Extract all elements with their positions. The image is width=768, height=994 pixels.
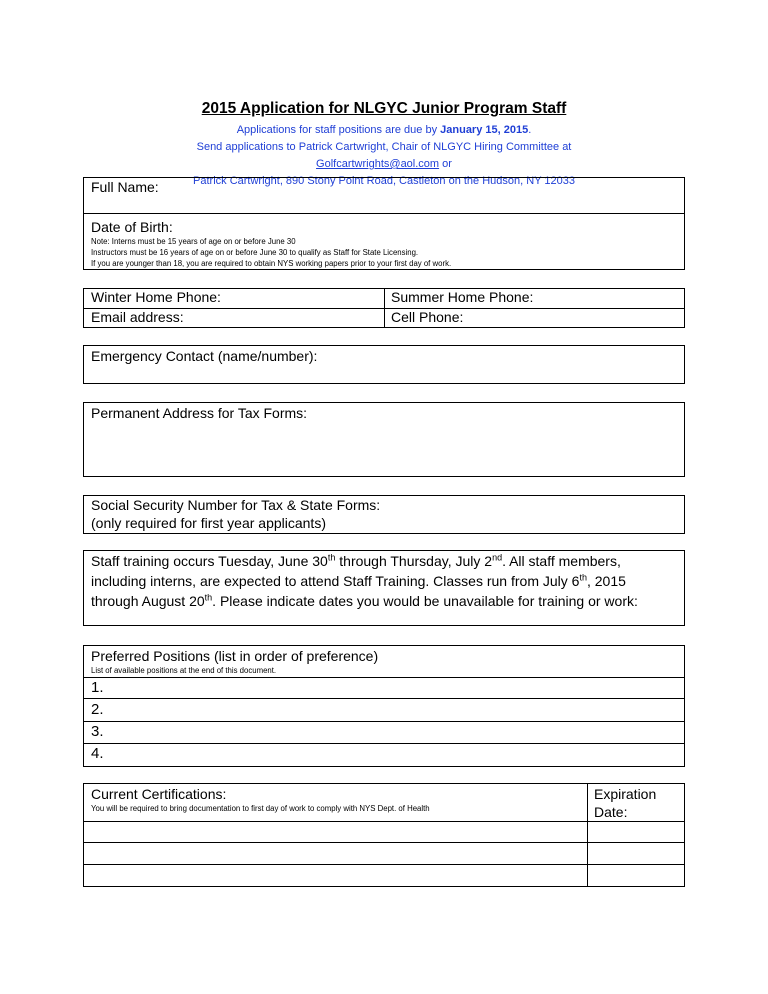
due-date: January 15, 2015 bbox=[440, 124, 529, 136]
emergency-label: Emergency Contact (name/number): bbox=[91, 348, 318, 364]
cell-phone-label: Cell Phone: bbox=[391, 309, 464, 325]
emergency-box bbox=[83, 345, 685, 384]
position-item-1[interactable]: 1. bbox=[91, 679, 104, 696]
position-item-3[interactable]: 3. bbox=[91, 723, 104, 740]
expiration-label-1: Expiration bbox=[594, 786, 657, 802]
positions-label: Preferred Positions (list in order of preference) bbox=[91, 648, 379, 664]
email-address-label: Email address: bbox=[91, 309, 184, 325]
divider bbox=[84, 698, 684, 699]
position-item-4[interactable]: 4. bbox=[91, 745, 104, 762]
divider bbox=[384, 289, 385, 327]
ssn-box bbox=[83, 495, 685, 534]
certification-row-3[interactable] bbox=[84, 865, 684, 886]
dob-note-1: Note: Interns must be 15 years of age on or before June 30 bbox=[91, 237, 296, 246]
send-line: Send applications to Patrick Cartwright, Chair of NLGYC Hiring Committee at bbox=[196, 141, 572, 153]
divider bbox=[84, 743, 684, 744]
positions-box bbox=[83, 645, 685, 767]
contact-box bbox=[83, 288, 685, 328]
ssn-sublabel: (only required for first year applicants) bbox=[91, 515, 326, 531]
dob-note-3: If you are younger than 18, you are required to obtain NYS working papers prior to your first day of work. bbox=[91, 259, 452, 268]
certification-row-2[interactable] bbox=[84, 843, 684, 864]
email-line: Golfcartwrights@aol.com or bbox=[316, 158, 452, 170]
email-link[interactable]: Golfcartwrights@aol.com bbox=[316, 158, 440, 170]
dob-note-2: Instructors must be 16 years of age on or before June 30 to qualify as Staff for State Licensing. bbox=[91, 248, 419, 257]
address-label: Permanent Address for Tax Forms: bbox=[91, 405, 308, 421]
positions-note: List of available positions at the end of this document. bbox=[91, 666, 277, 675]
address-line: Patrick Cartwright, 890 Stony Point Road, Castleton on the Hudson, NY 12033 bbox=[193, 175, 575, 187]
form-title: 2015 Application for NLGYC Junior Program Staff bbox=[201, 100, 567, 117]
certifications-box bbox=[83, 783, 685, 887]
certifications-label: Current Certifications: bbox=[91, 786, 227, 802]
winter-phone-label: Winter Home Phone: bbox=[91, 289, 221, 305]
certifications-note: You will be required to bring documentation to first day of work to comply with NYS Dept. of Health bbox=[91, 804, 430, 813]
ssn-label: Social Security Number for Tax & State Forms: bbox=[91, 497, 381, 513]
training-box bbox=[83, 550, 685, 626]
summer-phone-label: Summer Home Phone: bbox=[391, 289, 534, 305]
address-box bbox=[83, 402, 685, 477]
divider bbox=[84, 721, 684, 722]
divider bbox=[84, 677, 684, 678]
position-item-2[interactable]: 2. bbox=[91, 701, 104, 718]
divider bbox=[84, 213, 684, 214]
full-name-label: Full Name: bbox=[91, 179, 159, 195]
personal-box bbox=[83, 177, 685, 270]
due-line: Applications for staff positions are due by January 15, 2015. bbox=[236, 124, 532, 136]
expiration-label-2: Date: bbox=[594, 804, 628, 820]
dob-label: Date of Birth: bbox=[91, 219, 173, 235]
training-paragraph: Staff training occurs Tuesday, June 30th through Thursday, July 2nd. All staff members, including interns, are expected to attend Staff Training. Classes run from July 6th, 2015 through August 20th. Please indicate dates you would be unavailable for training or work: bbox=[91, 552, 638, 609]
certification-row-1[interactable] bbox=[84, 822, 684, 842]
